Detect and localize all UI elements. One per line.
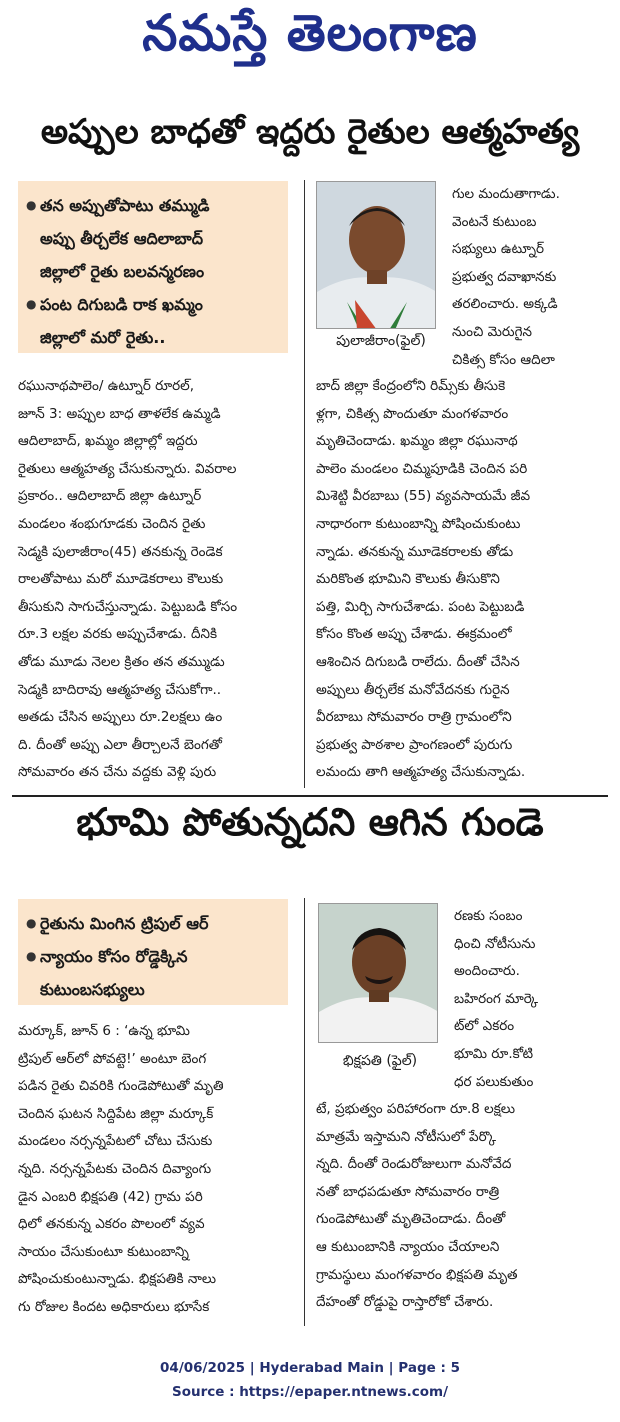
story2-body-right-top: రణకు సంబం ధించి నోటీసును అందించారు. బహిరంగ మార్కె ట్‌లో ఎకరం భూమి రూ.కోటి ధర పలుకుతుం <box>454 908 539 1090</box>
story2-body-left: మర్కూక్, జూన్ 6 : ‘ఉన్న భూమి ట్రిపుల్ ఆర్‌లో పోవట్టె!’ అంటూ బెంగ పడిన రైతు చివరికి గుండెపోటుతో మృతి చెందిన ఘటన సిద్దిపేట జిల్లా మర్కూక్ మండలం నర్సన్నపేటలో చోటు చేసుకు న్నది. నర్సన్నపేటకు చెందిన దివ్యాంగు డైన ఎంబరి భిక్షపతి (42) గ్రామ పరి ధిలో తనకున్న ఎకరం పొలంలో వ్యవ సాయం చేసుకుంటూ కుటుంబాన్ని పోషించుకుంటున్నాడు. భిక్షపతికి నాలు గు రోజుల కిందట అధికారులు భూసేక <box>18 1023 224 1315</box>
bullet-icon: ● <box>26 198 37 212</box>
story2-highlight: ● రైతును మింగిన ట్రిపుల్ ఆర్ <box>26 907 278 940</box>
story2-body-right: టే, ప్రభుత్వం పరిహారంగా రూ.8 లక్షలు మాత్రమే ఇస్తామని నోటీసులో పేర్కొ న్నది. దీంతో రెండురోజులుగా మనోవేద నతో బాధపడుతూ సోమవారం రాత్రి గుండెపోటుతో మృతిచెందాడు. దీంతో ఆ కుటుంబానికి న్యాయం చేయాలని గ్రామస్థులు మంగళవారం భిక్షపతి మృత దేహంతో రోడ్డుపై రాస్తారోకో చేశారు. <box>316 1101 518 1311</box>
story1-body-right: బాద్ జిల్లా కేంద్రంలోని రిమ్స్‌కు తీసుకె ళ్లగా, చికిత్స పొందుతూ మంగళవారం మృతిచెందాడు. ఖమ్మం జిల్లా రఘునాథ పాలెం మండలం చిమ్మపూడికి చెందిన పరి మిశెట్టి వీరబాబు (55) వ్యవసాయమే జీవ నాధారంగా కుటుంబాన్ని పోషించుకుంటు న్నాడు. తనకున్న మూడెకరాలకు తోడు మరికొంత భూమిని కౌలుకు తీసుకొని పత్తి, మిర్చి సాగుచేశాడు. పంట పెట్టుబడి కోసం కొంత అప్పు చేశాడు. ఈక్రమంలో ఆశించిన దిగుబడి రాలేదు. దీంతో చేసిన అప్పులు తీర్చలేక మనోవేదనకు గురైన వీరబాబు సోమవారం రాత్రి గ్రామంలోని ప్రభుత్వ పాఠశాల ప్రాంగణంలో పురుగు లమందు తాగి ఆత్మహత్య చేసుకున్నాడు. <box>316 378 531 781</box>
story1-headline: అప్పుల బాధతో ఇద్దరు రైతుల ఆత్మహత్య <box>40 112 580 152</box>
story2-headline: భూమి పోతున్నదని ఆగిన గుండె <box>76 800 544 844</box>
farmer-portrait-icon <box>319 904 438 1043</box>
story2-photo <box>318 903 438 1043</box>
story2-photo-caption: భిక్షపతి (ఫైల్) <box>342 1053 418 1069</box>
footer-date-edition: 04/06/2025 | Hyderabad Main | Page : 5 <box>160 1360 460 1376</box>
story1-photo <box>316 181 436 329</box>
masthead <box>0 0 620 78</box>
story1-highlight: ● పంట దిగుబడి రాక ఖమ్మం జిల్లాలో మరో రైతు.. <box>26 288 278 354</box>
bullet-icon: ● <box>26 949 37 963</box>
column-divider <box>304 180 305 788</box>
story2-highlight: ● న్యాయం కోసం రోడ్డెక్కిన కుటుంబసభ్యులు <box>26 940 278 1006</box>
farmer-portrait-icon <box>317 182 436 329</box>
story1-photo-caption: పులాజీరాం(ఫైల్) <box>336 333 426 349</box>
story2-highlights-box <box>18 899 288 1005</box>
footer-source: Source : https://epaper.ntnews.com/ <box>171 1384 449 1400</box>
section-divider <box>12 795 608 797</box>
column-divider <box>304 898 305 1326</box>
newspaper-name: నమస్తే తెలంగాణ <box>142 3 478 62</box>
story1-body-left: రఘునాథపాలెం/ ఉట్నూర్ రూరల్, జూన్ 3: అప్పుల బాధ తాళలేక ఉమ్మడి ఆదిలాబాద్, ఖమ్మం జిల్లాల్లో ఇద్దరు రైతులు ఆత్మహత్య చేసుకున్నారు. వివరాల ప్రకారం.. ఆదిలాబాద్ జిల్లా ఉట్నూర్ మండలం శంభుగూడకు చెందిన రైతు సెడ్మకి పులాజీరాం(45) తనకున్న రెండెక రాలతోపాటు మరో మూడెకరాలు కౌలుకు తీసుకుని సాగుచేస్తున్నాడు. పెట్టుబడి కోసం రూ.3 లక్షల వరకు అప్పుచేశాడు. దీనికి తోడు మూడు నెలల క్రితం తన తమ్ముడు సెడ్మకి బాదిరావు ఆత్మహత్య చేసుకోగా.. అతడు చేసిన అప్పులు రూ.2లక్షలు ఉం ది. దీంతో అప్పు ఎలా తీర్చాలనే బెంగతో సోమవారం తన చేను వద్దకు వెళ్లి పురు <box>18 378 238 781</box>
story1-highlights-box <box>18 181 288 353</box>
story1-body-right-top: గుల మందుతాగాడు. వెంటనే కుటుంబ సభ్యులు ఉట్నూర్ ప్రభుత్వ దవాఖానకు తరలించారు. అక్కడి నుంచి మెరుగైన చికిత్స కోసం ఆదిలా <box>452 186 560 368</box>
bullet-icon: ● <box>26 916 37 930</box>
story1-highlight: ● తన అప్పుతోపాటు తమ్ముడి అప్పు తీర్చలేక ఆదిలాబాద్ జిల్లాలో రైతు బలవన్మరణం <box>26 189 278 288</box>
bullet-icon: ● <box>26 297 37 311</box>
